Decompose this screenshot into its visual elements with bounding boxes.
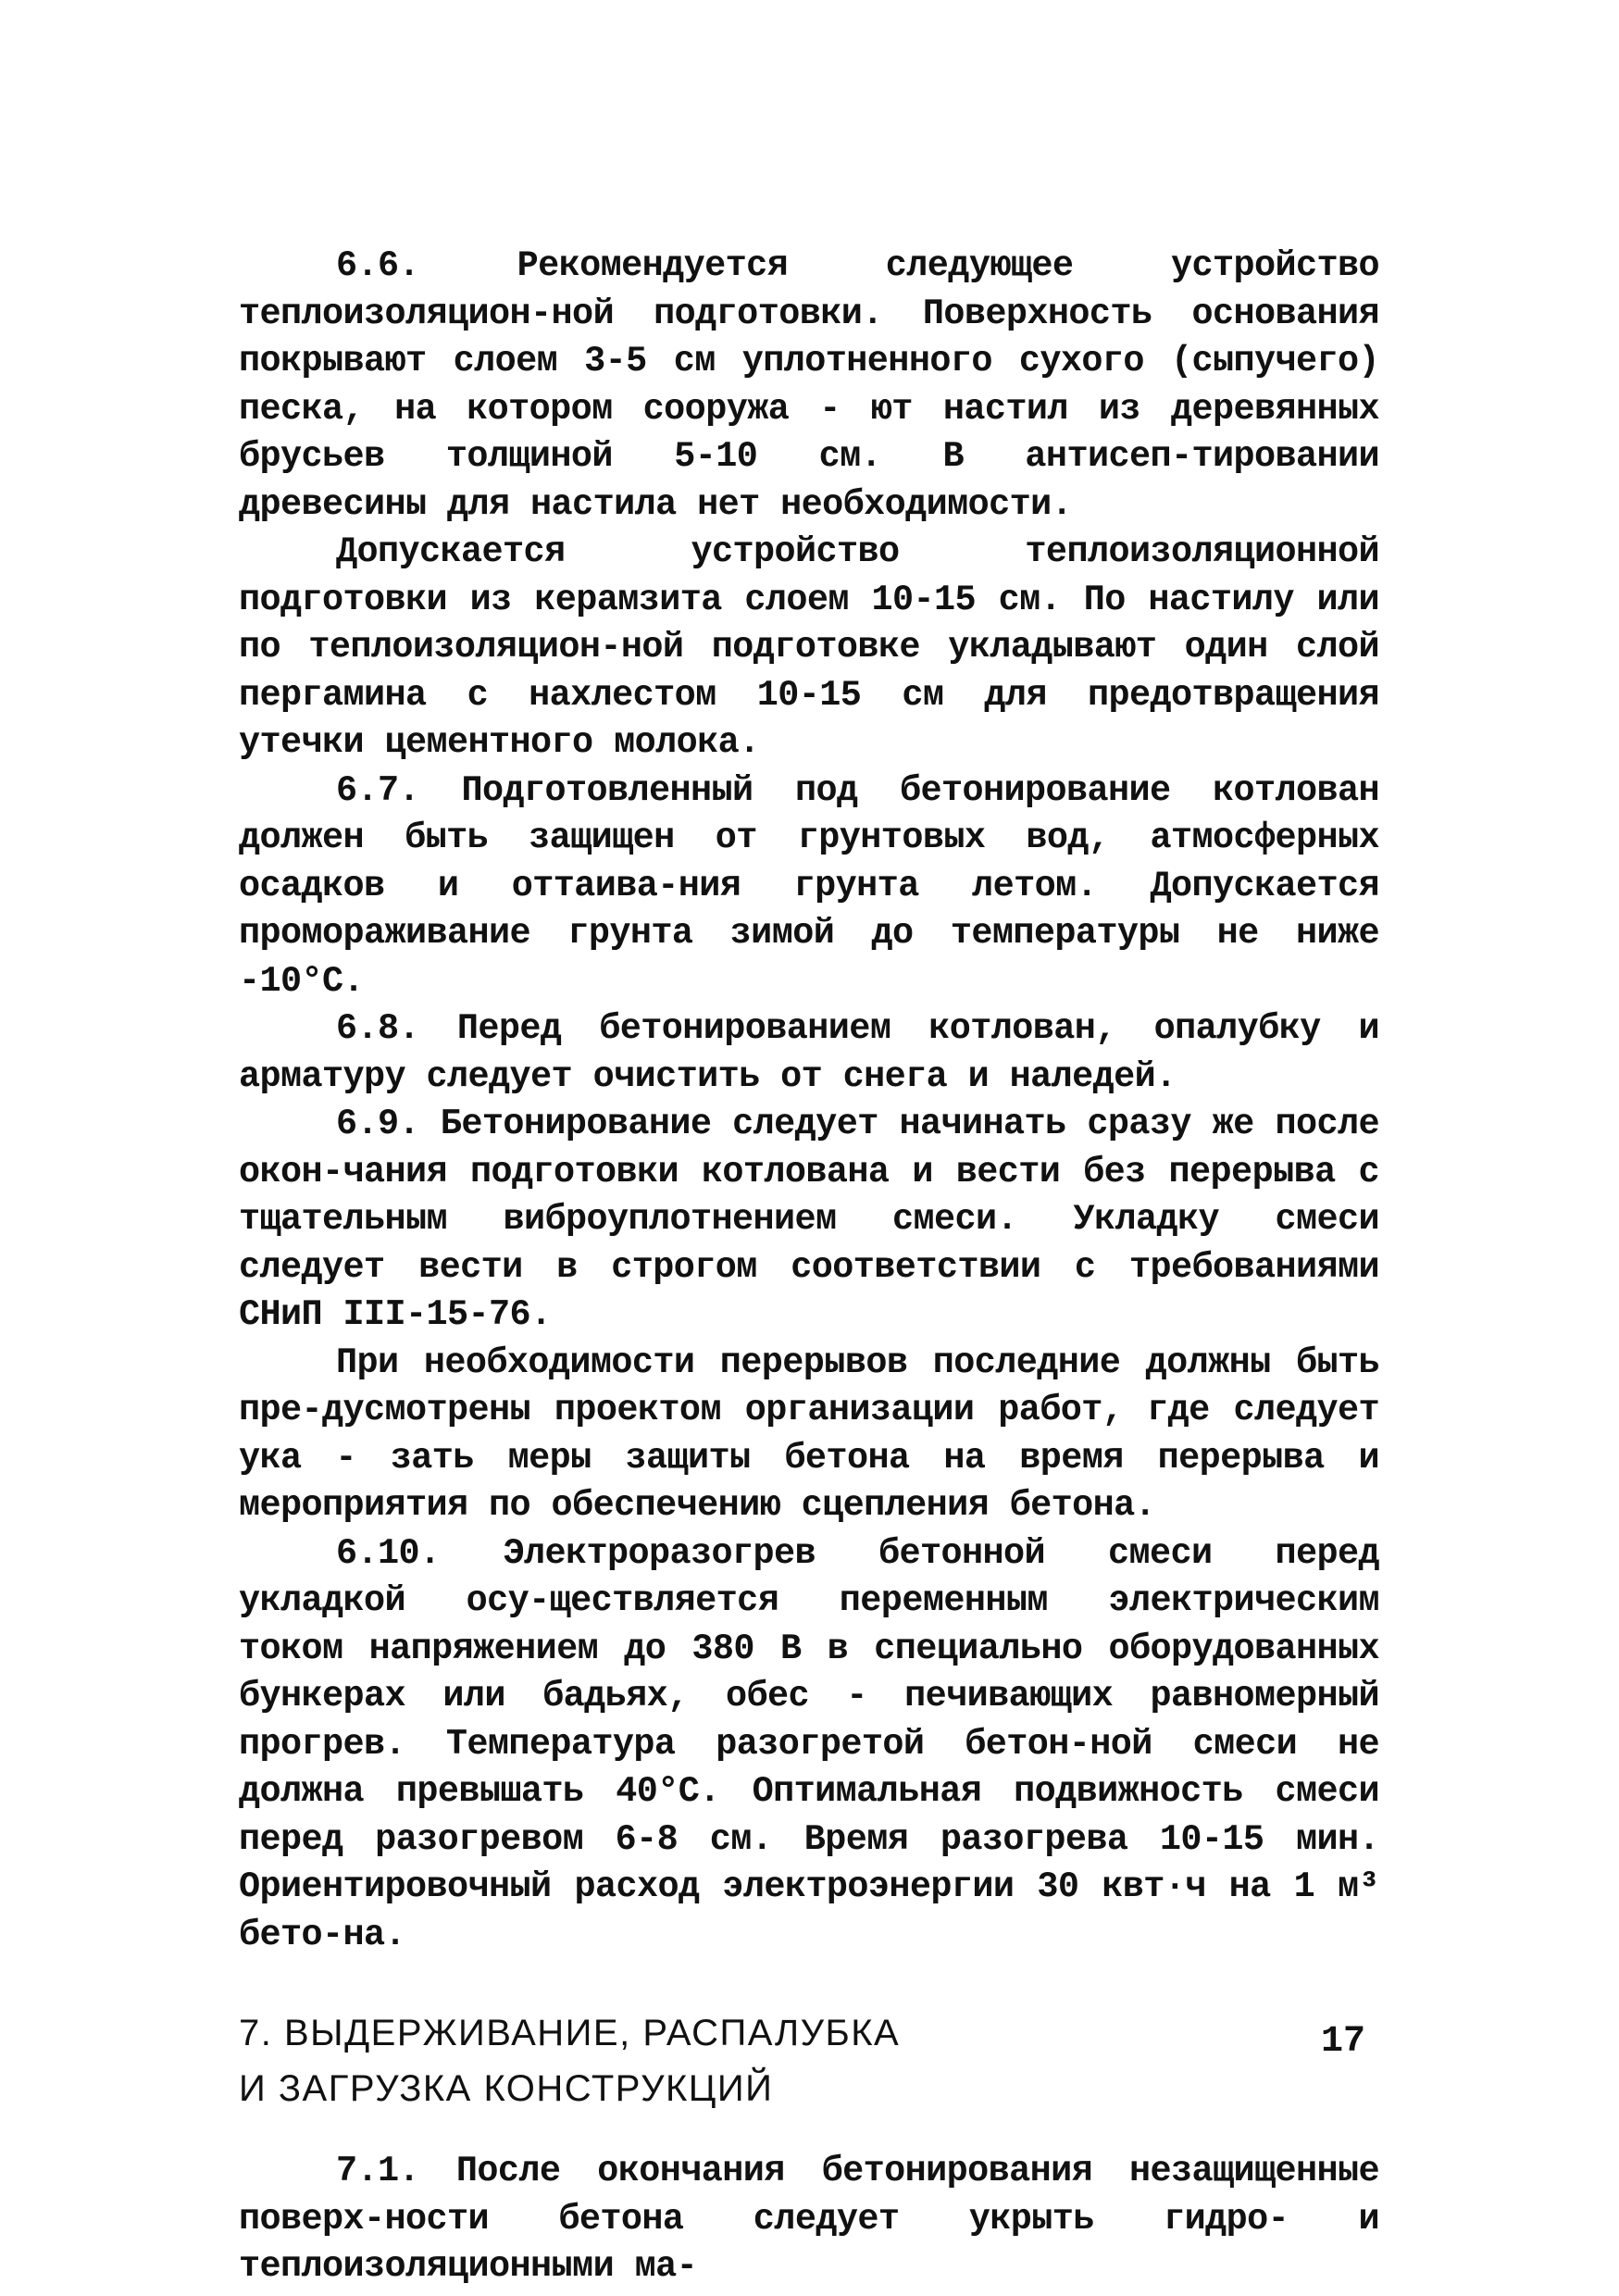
section-7-heading xyxy=(239,2007,1379,2115)
section-7-heading-line-2: И ЗАГРУЗКА КОНСТРУКЦИЙ xyxy=(239,2068,774,2109)
paragraph-6-9: 6.9. Бетонирование следует начинать сразу же после окон-чания подготовки котлована и вести без перерыва с тщательным виброуплотнением смеси. Укладку смеси следует вести в строгом соответствии с требованиями СНиП III-15-76. xyxy=(239,1104,1379,1335)
paragraph-6-8: 6.8. Перед бетонированием котлован, опалубку и арматуру следует очистить от снега и наледей. xyxy=(239,1008,1379,1097)
paragraph-6-10: 6.10. Электроразогрев бетонной смеси перед укладкой осу-ществляется переменным электрическим током напряжением до 380 В в специально оборудованных бункерах или бадьях, обес - печивающих равномерный прогрев. Температура разогретой бетон-ной смеси не должна превышать 40°С. Оптимальная подвижность смеси перед разогревом 6-8 см. Время разогрева 10-15 мин. Ориентировочный расход электроэнергии 30 квт·ч на 1 м³ бето-на. xyxy=(239,1532,1379,1955)
paragraph-interruptions: При необходимости перерывов последние должны быть пре-дусмотрены проектом организации работ, где следует ука - зать меры защиты бетона на время перерыва и мероприятия по обеспечению сцепления бетона. xyxy=(239,1341,1379,1526)
page-number: 17 xyxy=(1321,2021,1366,2063)
paragraph-6-7: 6.7. Подготовленный под бетонирование котлован должен быть защищен от грунтовых вод, атмосферных осадков и оттаива-ния грунта летом. Допускается промораживание грунта зимой до температуры не ниже -10°С. xyxy=(239,769,1379,1002)
paragraph-7-1: 7.1. После окончания бетонирования незащищенные поверх-ности бетона следует укрыть гидро- и теплоизоляционными ма- xyxy=(239,2151,1379,2287)
document-page xyxy=(239,243,1379,2287)
paragraph-6-6: 6.6. Рекомендуется следующее устройство теплоизоляцион-ной подготовки. Поверхность основания покрывают слоем 3-5 см уплотненного сухого (сыпучего) песка, на котором сооружа - ют настил из деревянных брусьев толщиной 5-10 см. В антисеп-тировании древесины для настила нет необходимости. xyxy=(239,245,1379,525)
section-7-heading-line-1: 7. ВЫДЕРЖИВАНИЕ, РАСПАЛУБКА xyxy=(239,2013,901,2053)
paragraph-insulation-keramzit: Допускается устройство теплоизоляционной подготовки из керамзита слоем 10-15 см. По настилу или по теплоизоляцион-ной подготовке укладывают один слой пергамина с нахлестом 10-15 см для предотвращения утечки цементного молока. xyxy=(239,531,1379,763)
